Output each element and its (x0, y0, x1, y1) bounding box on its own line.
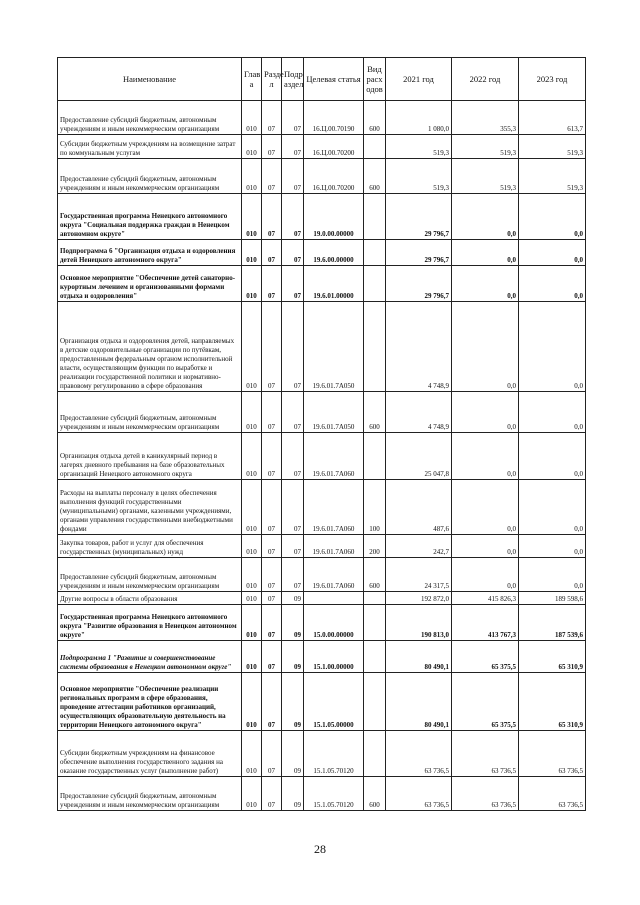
row-expense-type: 600 (364, 392, 386, 433)
row-amount-2023: 0,0 (519, 558, 586, 592)
row-podrazdel: 09 (282, 641, 304, 673)
row-amount-2023: 0,0 (519, 194, 586, 240)
row-razdel: 07 (262, 605, 282, 641)
row-glava: 010 (242, 159, 262, 194)
row-razdel: 07 (262, 135, 282, 159)
row-target-article: 19.6.01.7А060 (304, 558, 364, 592)
row-amount-2023: 0,0 (519, 433, 586, 480)
row-amount-2023: 519,3 (519, 159, 586, 194)
row-target-article: 19.6.01.7А060 (304, 535, 364, 558)
row-amount-2023: 0,0 (519, 240, 586, 266)
row-amount-2022: 65 375,5 (452, 641, 519, 673)
table-row (58, 135, 586, 159)
row-amount-2022: 63 736,5 (452, 777, 519, 811)
row-amount-2021: 519,3 (386, 159, 452, 194)
row-glava: 010 (242, 641, 262, 673)
row-amount-2021: 80 490,1 (386, 673, 452, 731)
table-row (58, 731, 586, 777)
row-name: Предоставление субсидий бюджетным, автономным учреждениям и иным некоммерческим организациям (58, 101, 242, 135)
budget-table (57, 57, 586, 811)
row-name: Субсидии бюджетным учреждениям на возмещение затрат по коммунальным услугам (58, 135, 242, 159)
row-amount-2021: 24 317,5 (386, 558, 452, 592)
row-amount-2021: 4 748,9 (386, 302, 452, 392)
row-amount-2021: 1 080,0 (386, 101, 452, 135)
row-amount-2022: 519,3 (452, 159, 519, 194)
row-razdel: 07 (262, 480, 282, 535)
row-amount-2022: 413 767,3 (452, 605, 519, 641)
row-expense-type (364, 605, 386, 641)
row-razdel: 07 (262, 302, 282, 392)
row-expense-type: 200 (364, 535, 386, 558)
row-glava: 010 (242, 731, 262, 777)
row-name: Организация отдыха и оздоровления детей, направляемых в детские оздоровительные организации по путёвкам, предоставленным федеральным органом исполнительной власти, осуществляющим функции по выработке и реализации государственной политики и нормативно-правовому регулированию в сфере образования (58, 302, 242, 392)
row-razdel: 07 (262, 194, 282, 240)
row-razdel: 07 (262, 240, 282, 266)
row-name: Предоставление субсидий бюджетным, автономным учреждениям и иным некоммерческим организациям (58, 159, 242, 194)
row-amount-2022: 0,0 (452, 240, 519, 266)
row-razdel: 07 (262, 673, 282, 731)
header-podrazdel: Подр аздел (282, 58, 304, 101)
page-number: 28 (314, 842, 326, 856)
table-row (58, 673, 586, 731)
row-amount-2023: 0,0 (519, 302, 586, 392)
row-amount-2021: 63 736,5 (386, 777, 452, 811)
table-row (58, 592, 586, 605)
row-razdel: 07 (262, 558, 282, 592)
row-amount-2021: 242,7 (386, 535, 452, 558)
row-expense-type (364, 194, 386, 240)
row-expense-type (364, 302, 386, 392)
row-target-article: 15.0.00.00000 (304, 605, 364, 641)
row-razdel: 07 (262, 641, 282, 673)
row-target-article: 19.6.01.7А060 (304, 433, 364, 480)
row-amount-2023: 613,7 (519, 101, 586, 135)
row-amount-2021: 519,3 (386, 135, 452, 159)
row-amount-2022: 355,3 (452, 101, 519, 135)
header-2021: 2021 год (386, 58, 452, 101)
row-podrazdel: 07 (282, 302, 304, 392)
row-amount-2023: 65 310,9 (519, 641, 586, 673)
row-glava: 010 (242, 240, 262, 266)
row-amount-2023: 0,0 (519, 535, 586, 558)
row-expense-type (364, 641, 386, 673)
table-row (58, 480, 586, 535)
header-razdel: Разде л (262, 58, 282, 101)
row-expense-type: 100 (364, 480, 386, 535)
row-glava: 010 (242, 480, 262, 535)
row-amount-2023: 0,0 (519, 266, 586, 302)
table-row (58, 194, 586, 240)
row-razdel: 07 (262, 592, 282, 605)
row-expense-type: 600 (364, 101, 386, 135)
row-expense-type (364, 592, 386, 605)
row-amount-2021: 29 796,7 (386, 240, 452, 266)
row-glava: 010 (242, 266, 262, 302)
table-row (58, 266, 586, 302)
row-amount-2023: 63 736,5 (519, 731, 586, 777)
row-amount-2021: 25 047,8 (386, 433, 452, 480)
row-amount-2022: 0,0 (452, 433, 519, 480)
row-expense-type (364, 135, 386, 159)
row-razdel: 07 (262, 731, 282, 777)
row-name: Предоставление субсидий бюджетным, автономным учреждениям и иным некоммерческим организациям (58, 777, 242, 811)
row-razdel: 07 (262, 535, 282, 558)
row-target-article: 19.6.01.7А050 (304, 302, 364, 392)
row-amount-2023: 65 310,9 (519, 673, 586, 731)
row-amount-2021: 4 748,9 (386, 392, 452, 433)
row-podrazdel: 09 (282, 673, 304, 731)
row-amount-2021: 63 736,5 (386, 731, 452, 777)
row-amount-2022: 0,0 (452, 558, 519, 592)
row-podrazdel: 07 (282, 266, 304, 302)
row-amount-2023: 0,0 (519, 392, 586, 433)
row-podrazdel: 07 (282, 135, 304, 159)
row-podrazdel: 07 (282, 480, 304, 535)
row-expense-type (364, 266, 386, 302)
row-target-article: 16.Ц.00.70200 (304, 159, 364, 194)
row-name: Подпрограмма 1 "Развитие и совершенствование системы образования в Ненецком автономном округе" (58, 641, 242, 673)
row-glava: 010 (242, 101, 262, 135)
row-target-article: 19.6.01.00000 (304, 266, 364, 302)
row-razdel: 07 (262, 101, 282, 135)
row-amount-2023: 0,0 (519, 480, 586, 535)
header-name: Наименование (58, 58, 242, 101)
row-glava: 010 (242, 777, 262, 811)
row-expense-type: 600 (364, 777, 386, 811)
row-glava: 010 (242, 592, 262, 605)
row-podrazdel: 09 (282, 731, 304, 777)
row-name: Государственная программа Ненецкого автономного округа "Развитие образования в Ненецком автономном округе" (58, 605, 242, 641)
row-name: Закупка товаров, работ и услуг для обеспечения государственных (муниципальных) нужд (58, 535, 242, 558)
row-name: Расходы на выплаты персоналу в целях обеспечения выполнения функций государственными (муниципальными) органами, казенными учреждениями, органами управления государственными внебюджетными фондами (58, 480, 242, 535)
table-row (58, 641, 586, 673)
row-expense-type (364, 433, 386, 480)
row-amount-2023: 519,3 (519, 135, 586, 159)
row-target-article: 15.1.05.00000 (304, 673, 364, 731)
row-glava: 010 (242, 392, 262, 433)
row-amount-2021: 29 796,7 (386, 194, 452, 240)
table-row (58, 302, 586, 392)
row-target-article: 19.6.01.7А060 (304, 480, 364, 535)
row-expense-type (364, 673, 386, 731)
row-name: Государственная программа Ненецкого автономного округа "Социальная поддержка граждан в Ненецком автономном округе" (58, 194, 242, 240)
row-name: Предоставление субсидий бюджетным, автономным учреждениям и иным некоммерческим организациям (58, 558, 242, 592)
table-row (58, 101, 586, 135)
row-glava: 010 (242, 194, 262, 240)
row-target-article: 16.Ц.00.70200 (304, 135, 364, 159)
table-row (58, 433, 586, 480)
row-razdel: 07 (262, 392, 282, 433)
row-glava: 010 (242, 558, 262, 592)
row-name: Подпрограмма 6 "Организация отдыха и оздоровления детей Ненецкого автономного округа" (58, 240, 242, 266)
row-target-article: 19.6.01.7А050 (304, 392, 364, 433)
row-amount-2023: 189 598,6 (519, 592, 586, 605)
row-podrazdel: 07 (282, 392, 304, 433)
row-podrazdel: 07 (282, 240, 304, 266)
row-expense-type (364, 731, 386, 777)
header-2023: 2023 год (519, 58, 586, 101)
row-expense-type (364, 240, 386, 266)
row-amount-2021: 192 872,0 (386, 592, 452, 605)
row-amount-2022: 415 826,3 (452, 592, 519, 605)
row-amount-2022: 0,0 (452, 480, 519, 535)
row-target-article: 15.1.00.00000 (304, 641, 364, 673)
row-amount-2022: 65 375,5 (452, 673, 519, 731)
table-row (58, 392, 586, 433)
row-name: Субсидии бюджетным учреждениям на финансовое обеспечение выполнения государственного задания на оказание государственных услуг (выполнение работ) (58, 731, 242, 777)
row-name: Предоставление субсидий бюджетным, автономным учреждениям и иным некоммерческим организациям (58, 392, 242, 433)
row-target-article: 19.0.00.00000 (304, 194, 364, 240)
row-amount-2021: 487,6 (386, 480, 452, 535)
row-glava: 010 (242, 673, 262, 731)
row-amount-2022: 0,0 (452, 194, 519, 240)
row-amount-2022: 63 736,5 (452, 731, 519, 777)
table-row (58, 240, 586, 266)
table-row (58, 777, 586, 811)
row-podrazdel: 09 (282, 605, 304, 641)
row-glava: 010 (242, 535, 262, 558)
header-expense-type: Вид расх одов (364, 58, 386, 101)
row-amount-2022: 0,0 (452, 266, 519, 302)
row-target-article: 15.1.05.70120 (304, 731, 364, 777)
row-amount-2022: 519,3 (452, 135, 519, 159)
row-amount-2021: 80 490,1 (386, 641, 452, 673)
table-row (58, 605, 586, 641)
row-expense-type: 600 (364, 558, 386, 592)
table-row (58, 535, 586, 558)
row-glava: 010 (242, 135, 262, 159)
row-razdel: 07 (262, 266, 282, 302)
row-glava: 010 (242, 433, 262, 480)
row-podrazdel: 07 (282, 535, 304, 558)
row-name: Другие вопросы в области образования (58, 592, 242, 605)
header-target-article: Целевая статья (304, 58, 364, 101)
row-amount-2022: 0,0 (452, 302, 519, 392)
row-podrazdel: 09 (282, 777, 304, 811)
table-row (58, 159, 586, 194)
row-name: Организация отдыха детей в каникулярный период в лагерях дневного пребывания на базе образовательных организаций Ненецкого автономного округа (58, 433, 242, 480)
row-target-article (304, 592, 364, 605)
row-razdel: 07 (262, 159, 282, 194)
row-podrazdel: 07 (282, 194, 304, 240)
table-header (58, 58, 586, 101)
row-podrazdel: 07 (282, 558, 304, 592)
row-name: Основное мероприятие "Обеспечение детей санаторно-курортным лечением и организованными формами отдыха и оздоровления" (58, 266, 242, 302)
row-name: Основное мероприятие "Обеспечение реализации региональных программ в сфере образования, проведение аттестации работников организаций, осуществляющих образовательную деятельность на территории Ненецкого автономного округа" (58, 673, 242, 731)
row-expense-type: 600 (364, 159, 386, 194)
row-glava: 010 (242, 302, 262, 392)
row-podrazdel: 07 (282, 433, 304, 480)
row-amount-2023: 187 539,6 (519, 605, 586, 641)
row-podrazdel: 07 (282, 101, 304, 135)
row-amount-2022: 0,0 (452, 535, 519, 558)
row-amount-2023: 63 736,5 (519, 777, 586, 811)
row-razdel: 07 (262, 777, 282, 811)
row-amount-2021: 190 813,0 (386, 605, 452, 641)
row-podrazdel: 09 (282, 592, 304, 605)
row-target-article: 16.Ц.00.70190 (304, 101, 364, 135)
table-row (58, 558, 586, 592)
row-glava: 010 (242, 605, 262, 641)
row-amount-2022: 0,0 (452, 392, 519, 433)
row-amount-2021: 29 796,7 (386, 266, 452, 302)
row-razdel: 07 (262, 433, 282, 480)
row-target-article: 19.6.00.00000 (304, 240, 364, 266)
header-2022: 2022 год (452, 58, 519, 101)
row-podrazdel: 07 (282, 159, 304, 194)
header-glava: Глав а (242, 58, 262, 101)
row-target-article: 15.1.05.70120 (304, 777, 364, 811)
